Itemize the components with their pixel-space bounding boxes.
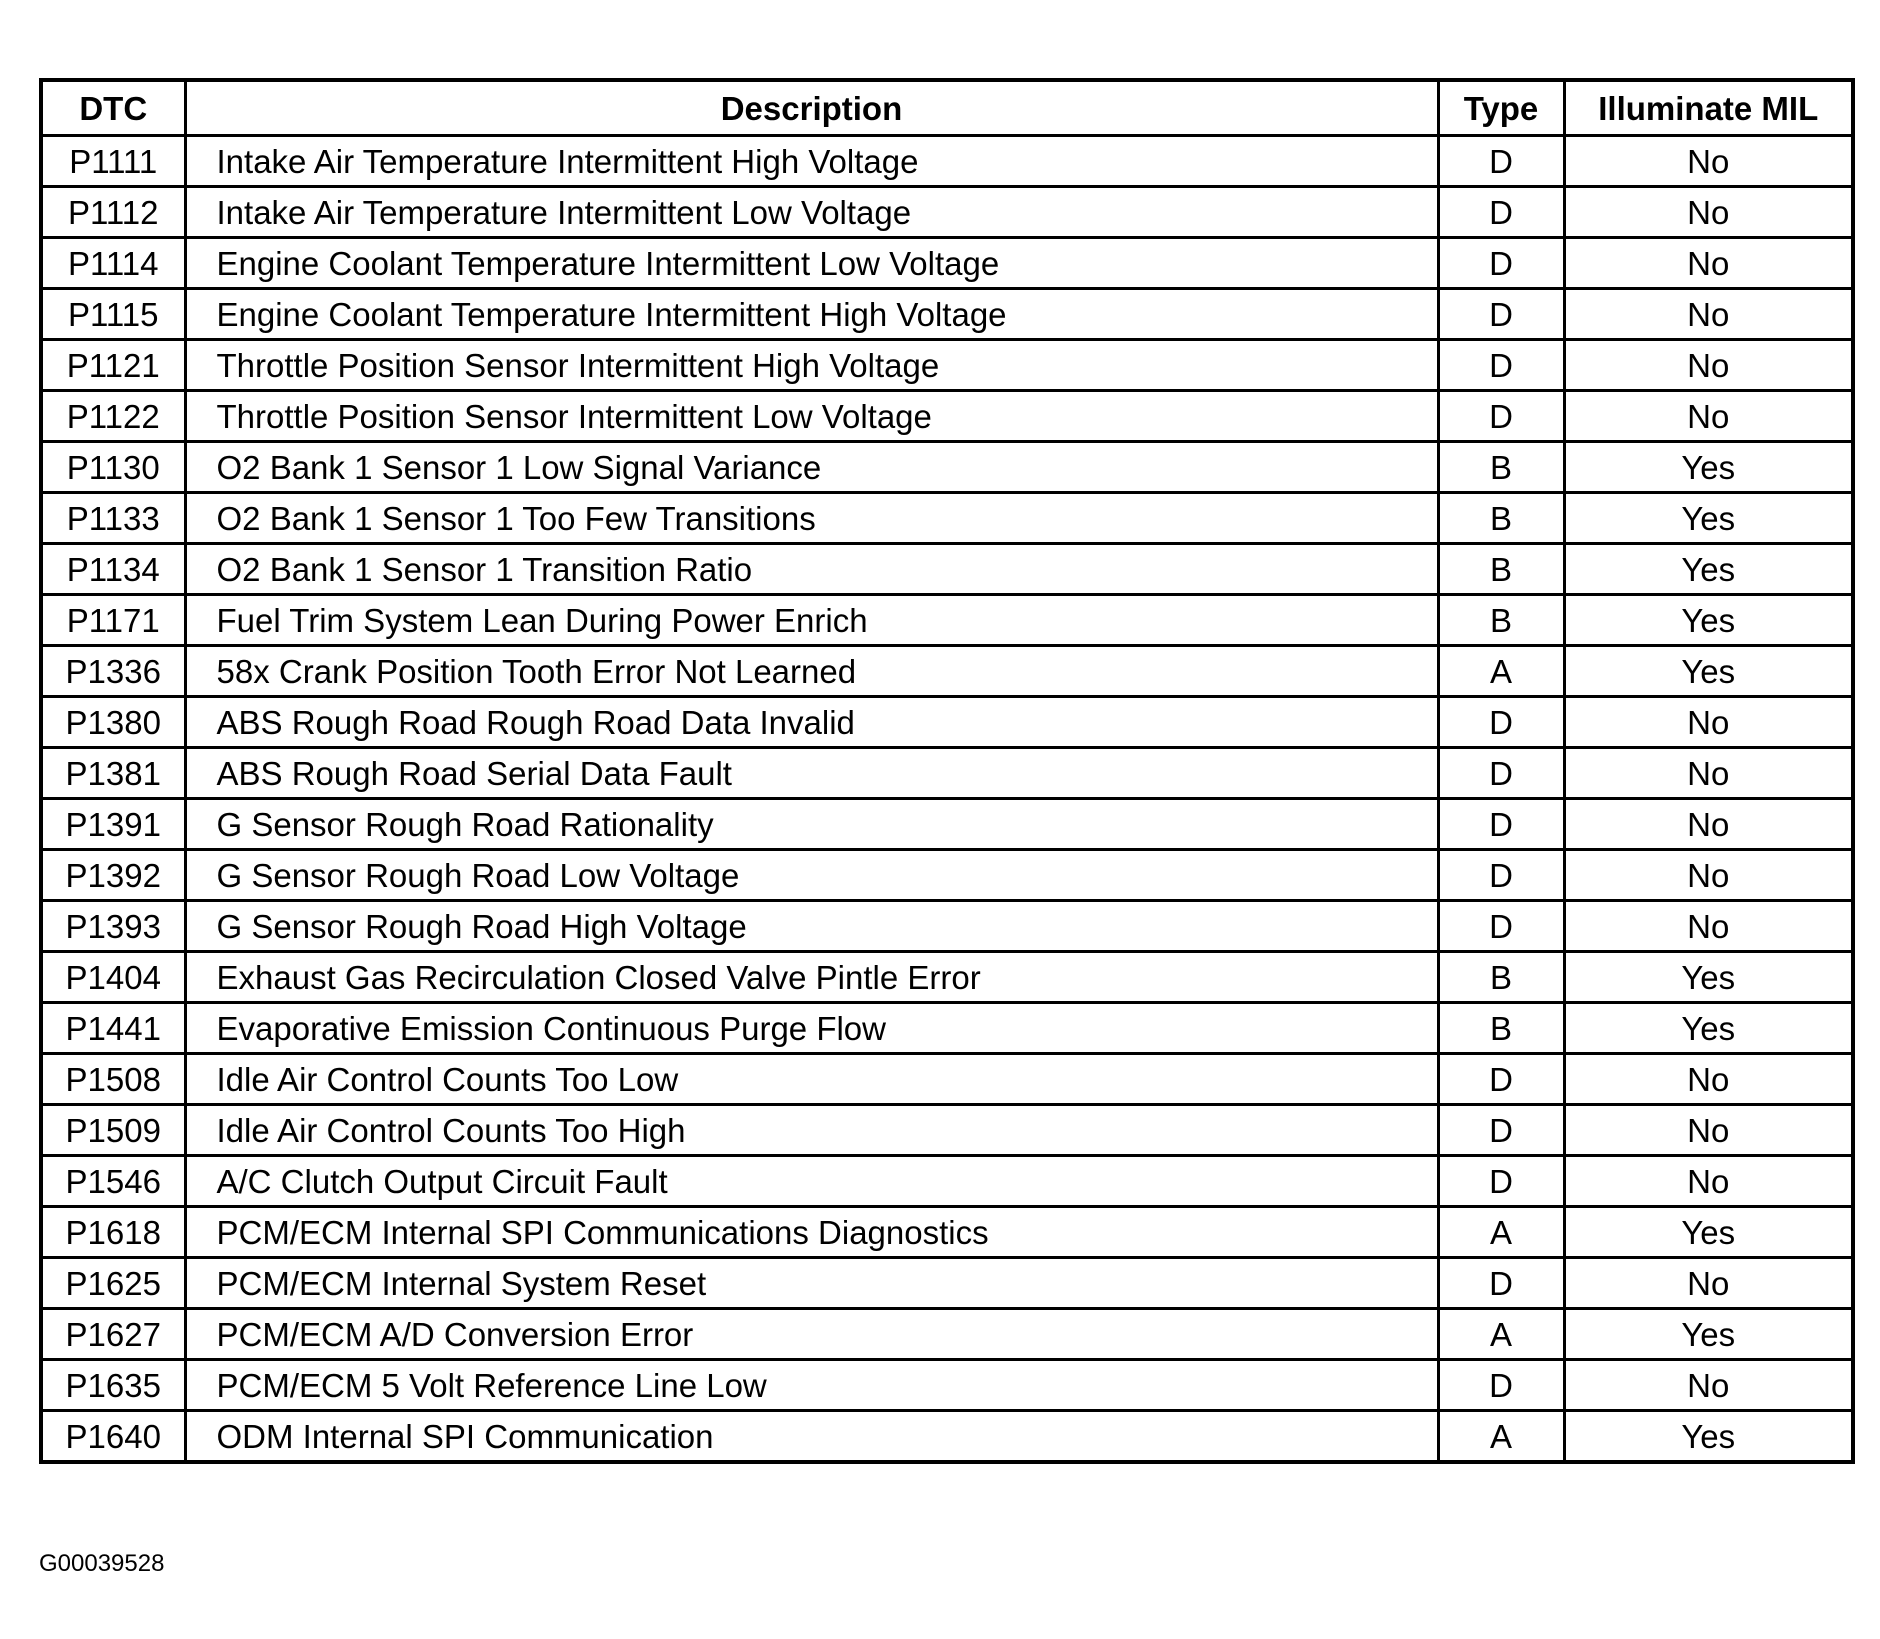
dtc-cell: P1112 [41,187,185,238]
dtc-cell: P1111 [41,136,185,187]
description-cell: Idle Air Control Counts Too High [185,1105,1438,1156]
type-cell: D [1438,1360,1564,1411]
type-cell: A [1438,1207,1564,1258]
dtc-cell: P1509 [41,1105,185,1156]
description-cell: Idle Air Control Counts Too Low [185,1054,1438,1105]
illuminate-mil-cell: No [1564,1258,1853,1309]
description-cell: ABS Rough Road Rough Road Data Invalid [185,697,1438,748]
illuminate-mil-cell: Yes [1564,442,1853,493]
illuminate-mil-cell: No [1564,697,1853,748]
dtc-cell: P1121 [41,340,185,391]
table-body [41,136,1853,1463]
illuminate-mil-cell: No [1564,340,1853,391]
table-row [41,850,1853,901]
type-cell: B [1438,493,1564,544]
table-row [41,1105,1853,1156]
description-cell: A/C Clutch Output Circuit Fault [185,1156,1438,1207]
header-illuminate-mil: Illuminate MIL [1564,80,1853,136]
type-cell: D [1438,901,1564,952]
dtc-cell: P1171 [41,595,185,646]
header-type: Type [1438,80,1564,136]
type-cell: A [1438,1411,1564,1463]
illuminate-mil-cell: No [1564,289,1853,340]
table-row [41,1309,1853,1360]
illuminate-mil-cell: No [1564,1360,1853,1411]
table-row [41,1003,1853,1054]
header-row [41,80,1853,136]
header-description: Description [185,80,1438,136]
description-cell: PCM/ECM Internal System Reset [185,1258,1438,1309]
table-row [41,187,1853,238]
dtc-cell: P1625 [41,1258,185,1309]
type-cell: D [1438,1054,1564,1105]
description-cell: G Sensor Rough Road Rationality [185,799,1438,850]
dtc-cell: P1392 [41,850,185,901]
figure-id: G00039528 [39,1550,165,1577]
dtc-cell: P1130 [41,442,185,493]
illuminate-mil-cell: Yes [1564,493,1853,544]
table-row [41,1258,1853,1309]
table-row [41,1360,1853,1411]
type-cell: D [1438,136,1564,187]
table-row [41,340,1853,391]
type-cell: D [1438,187,1564,238]
description-cell: ODM Internal SPI Communication [185,1411,1438,1463]
dtc-cell: P1391 [41,799,185,850]
dtc-cell: P1381 [41,748,185,799]
type-cell: D [1438,799,1564,850]
table-row [41,748,1853,799]
type-cell: D [1438,238,1564,289]
description-cell: Throttle Position Sensor Intermittent Low Voltage [185,391,1438,442]
description-cell: O2 Bank 1 Sensor 1 Transition Ratio [185,544,1438,595]
table-row [41,442,1853,493]
type-cell: D [1438,1156,1564,1207]
description-cell: 58x Crank Position Tooth Error Not Learned [185,646,1438,697]
description-cell: ABS Rough Road Serial Data Fault [185,748,1438,799]
table-row [41,901,1853,952]
illuminate-mil-cell: No [1564,748,1853,799]
type-cell: D [1438,340,1564,391]
illuminate-mil-cell: Yes [1564,952,1853,1003]
type-cell: A [1438,1309,1564,1360]
type-cell: B [1438,1003,1564,1054]
table-row [41,646,1853,697]
description-cell: Fuel Trim System Lean During Power Enrich [185,595,1438,646]
illuminate-mil-cell: Yes [1564,1411,1853,1463]
table-row [41,799,1853,850]
dtc-cell: P1336 [41,646,185,697]
illuminate-mil-cell: Yes [1564,646,1853,697]
description-cell: Intake Air Temperature Intermittent High Voltage [185,136,1438,187]
illuminate-mil-cell: No [1564,136,1853,187]
description-cell: Engine Coolant Temperature Intermittent High Voltage [185,289,1438,340]
illuminate-mil-cell: Yes [1564,1309,1853,1360]
dtc-cell: P1122 [41,391,185,442]
dtc-cell: P1114 [41,238,185,289]
table-row [41,595,1853,646]
table-row [41,289,1853,340]
description-cell: Exhaust Gas Recirculation Closed Valve Pintle Error [185,952,1438,1003]
type-cell: B [1438,595,1564,646]
illuminate-mil-cell: No [1564,799,1853,850]
dtc-cell: P1508 [41,1054,185,1105]
type-cell: D [1438,850,1564,901]
dtc-cell: P1380 [41,697,185,748]
description-cell: PCM/ECM A/D Conversion Error [185,1309,1438,1360]
dtc-cell: P1404 [41,952,185,1003]
table-header [41,80,1853,136]
table-row [41,238,1853,289]
illuminate-mil-cell: No [1564,1105,1853,1156]
illuminate-mil-cell: Yes [1564,544,1853,595]
illuminate-mil-cell: No [1564,391,1853,442]
illuminate-mil-cell: No [1564,238,1853,289]
dtc-cell: P1115 [41,289,185,340]
illuminate-mil-cell: Yes [1564,595,1853,646]
illuminate-mil-cell: Yes [1564,1003,1853,1054]
type-cell: D [1438,391,1564,442]
type-cell: D [1438,748,1564,799]
dtc-table [39,78,1855,1464]
illuminate-mil-cell: No [1564,901,1853,952]
type-cell: D [1438,697,1564,748]
table-row [41,1156,1853,1207]
dtc-cell: P1134 [41,544,185,595]
table-row [41,697,1853,748]
illuminate-mil-cell: No [1564,1156,1853,1207]
description-cell: PCM/ECM Internal SPI Communications Diagnostics [185,1207,1438,1258]
illuminate-mil-cell: No [1564,850,1853,901]
type-cell: D [1438,1105,1564,1156]
description-cell: G Sensor Rough Road High Voltage [185,901,1438,952]
dtc-cell: P1546 [41,1156,185,1207]
description-cell: Intake Air Temperature Intermittent Low Voltage [185,187,1438,238]
illuminate-mil-cell: No [1564,1054,1853,1105]
header-dtc: DTC [41,80,185,136]
table-row [41,136,1853,187]
type-cell: A [1438,646,1564,697]
description-cell: O2 Bank 1 Sensor 1 Too Few Transitions [185,493,1438,544]
dtc-cell: P1627 [41,1309,185,1360]
type-cell: B [1438,952,1564,1003]
description-cell: PCM/ECM 5 Volt Reference Line Low [185,1360,1438,1411]
table-row [41,1207,1853,1258]
illuminate-mil-cell: Yes [1564,1207,1853,1258]
dtc-cell: P1393 [41,901,185,952]
dtc-cell: P1441 [41,1003,185,1054]
table-row [41,952,1853,1003]
table-row [41,544,1853,595]
illuminate-mil-cell: No [1564,187,1853,238]
type-cell: D [1438,289,1564,340]
table-row [41,1411,1853,1463]
table-row [41,1054,1853,1105]
dtc-cell: P1635 [41,1360,185,1411]
description-cell: Evaporative Emission Continuous Purge Flow [185,1003,1438,1054]
description-cell: Throttle Position Sensor Intermittent High Voltage [185,340,1438,391]
dtc-cell: P1133 [41,493,185,544]
type-cell: B [1438,442,1564,493]
type-cell: D [1438,1258,1564,1309]
type-cell: B [1438,544,1564,595]
description-cell: O2 Bank 1 Sensor 1 Low Signal Variance [185,442,1438,493]
dtc-cell: P1640 [41,1411,185,1463]
description-cell: G Sensor Rough Road Low Voltage [185,850,1438,901]
description-cell: Engine Coolant Temperature Intermittent Low Voltage [185,238,1438,289]
table-row [41,493,1853,544]
table-row [41,391,1853,442]
dtc-cell: P1618 [41,1207,185,1258]
